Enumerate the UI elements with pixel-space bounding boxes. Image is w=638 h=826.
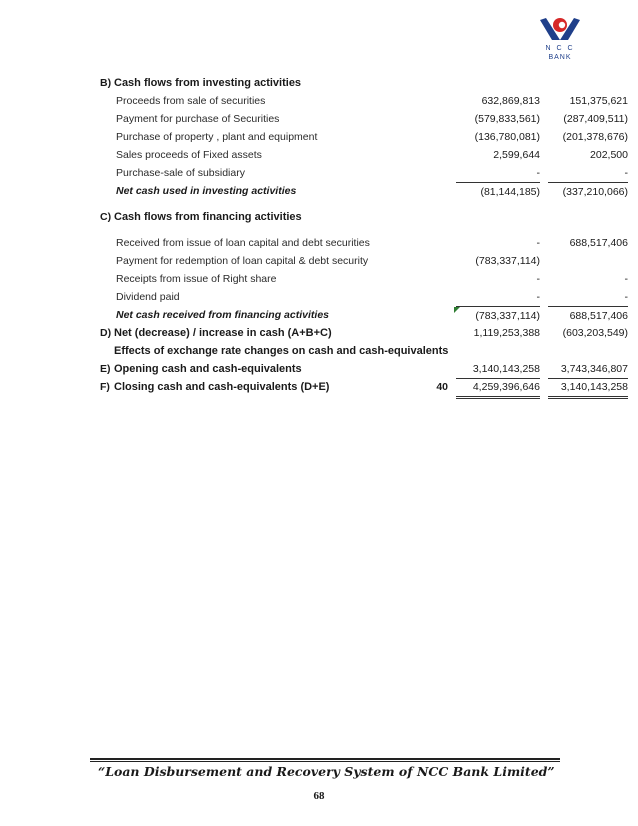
row-label: Closing cash and cash-equivalents (D+E) — [114, 381, 330, 393]
table-row — [100, 146, 638, 164]
row-label: Receipts from issue of Right share — [116, 273, 277, 285]
value-previous: 202,500 — [590, 149, 628, 161]
section-financing-heading — [100, 208, 638, 226]
note-reference: 40 — [436, 381, 448, 393]
section-key: F) — [100, 381, 110, 393]
table-row — [100, 252, 638, 270]
row-label: Purchase-sale of subsidiary — [116, 167, 245, 179]
net-change-row — [100, 324, 638, 342]
table-row — [100, 270, 638, 288]
value-previous: (337,210,066) — [548, 182, 628, 201]
row-label: Effects of exchange rate changes on cash and cash-equivalents — [114, 345, 449, 357]
value-previous: - — [624, 291, 628, 303]
page-number: 68 — [313, 790, 325, 802]
value-previous: 3,140,143,258 — [548, 378, 628, 399]
value-current: 4,259,396,646 — [456, 378, 540, 399]
ncc-bank-logo — [538, 14, 582, 70]
value-previous: (287,409,511) — [563, 113, 628, 125]
row-label: Proceeds from sale of securities — [116, 95, 266, 107]
section-key: E) — [100, 363, 111, 375]
closing-cash-row — [100, 378, 638, 396]
logo-bank-text: BANK — [548, 54, 572, 61]
table-row — [100, 92, 638, 110]
total-row-financing — [100, 306, 638, 324]
table-row — [100, 128, 638, 146]
footer-divider — [90, 758, 560, 760]
value-current: (136,780,081) — [474, 131, 540, 143]
cash-flow-statement — [100, 74, 638, 396]
fx-effect-row — [100, 342, 638, 360]
value-current: (783,337,114) — [456, 306, 540, 325]
section-key: B) — [100, 77, 112, 89]
row-label: Payment for redemption of loan capital & debt security — [116, 255, 369, 267]
value-previous: - — [624, 273, 628, 285]
value-previous: (201,378,676) — [562, 131, 628, 143]
value-previous: 151,375,621 — [569, 95, 628, 107]
row-label: Net cash received from financing activities — [116, 309, 329, 321]
value-current: 3,140,143,258 — [456, 360, 540, 379]
row-label: Purchase of property , plant and equipment — [116, 131, 318, 143]
row-label: Net cash used in investing activities — [116, 185, 297, 197]
footer-divider-thin — [90, 761, 560, 762]
value-current: (783,337,114) — [475, 255, 540, 267]
section-title: Cash flows from financing activities — [114, 211, 302, 223]
ncc-logo-emblem-icon — [538, 14, 582, 44]
value-current: 1,119,253,388 — [473, 327, 540, 339]
value-current: 2,599,644 — [493, 149, 540, 161]
section-title: Cash flows from investing activities — [114, 77, 302, 89]
value-previous: 688,517,406 — [569, 237, 628, 249]
value-current: - — [536, 273, 540, 285]
table-row — [100, 110, 638, 128]
row-label: Sales proceeds of Fixed assets — [116, 149, 262, 161]
section-key: D) — [100, 327, 112, 339]
value-current: (81,144,185) — [456, 182, 540, 201]
table-row — [100, 234, 638, 252]
value-previous: - — [624, 167, 628, 179]
table-row — [100, 164, 638, 182]
row-label: Received from issue of loan capital and debt securities — [116, 237, 370, 249]
spacer — [100, 226, 638, 234]
spacer — [100, 200, 638, 208]
value-current: - — [536, 237, 540, 249]
value-previous: (603,203,549) — [562, 327, 628, 339]
row-label: Payment for purchase of Securities — [116, 113, 280, 125]
logo-ncc-text: N C C — [545, 45, 575, 52]
value-current: (579,833,561) — [474, 113, 540, 125]
value-previous: 3,743,346,807 — [548, 360, 628, 379]
row-label: Opening cash and cash-equivalents — [114, 363, 302, 375]
opening-cash-row — [100, 360, 638, 378]
footer-title: “Loan Disbursement and Recovery System of NCC Bank Limited” — [98, 764, 555, 779]
total-row-investing — [100, 182, 638, 200]
value-current: - — [536, 167, 540, 179]
value-previous: 688,517,406 — [548, 306, 628, 325]
value-current: - — [536, 291, 540, 303]
table-row — [100, 288, 638, 306]
row-label: Net (decrease) / increase in cash (A+B+C) — [114, 327, 332, 339]
row-label: Dividend paid — [116, 291, 180, 303]
value-current: 632,869,813 — [481, 95, 540, 107]
section-investing-heading — [100, 74, 638, 92]
section-key: C) — [100, 211, 112, 223]
